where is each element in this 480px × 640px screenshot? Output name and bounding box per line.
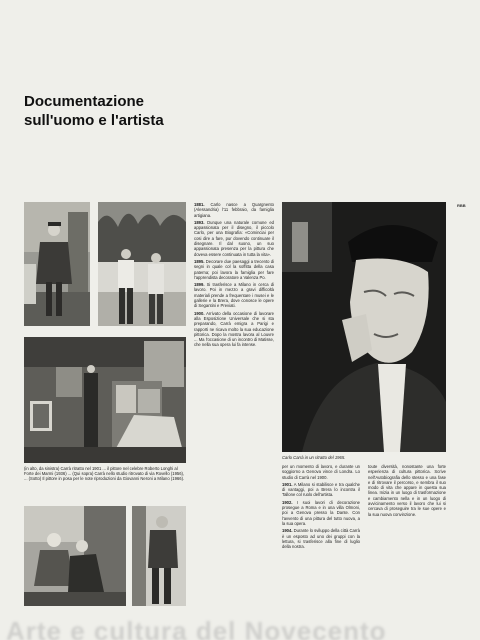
paragraph-1901: 1901. A Milano si stabilisce e tra qualche di vantaggi, poi a Brera lo incontra il Tallone col ruolo dell'artista. xyxy=(282,481,360,498)
paragraph-1881: 1881. Carlo nasce a Quargnento (Alessandria) l'11 febbraio, da famiglia artigiana. xyxy=(194,202,274,218)
text-column-far-right xyxy=(368,464,446,606)
title-line-2: sull'uomo e l'artista xyxy=(24,112,164,129)
paragraph-1895: 1895. Decorare due paesaggi a trecento di segni in quale col la soffitta della casa paterna; poi lavora la famiglia per fare l'apprendista decoratore a Valenza Po. xyxy=(194,258,274,280)
photo-two-men-garden xyxy=(98,202,186,326)
photo-standing-man xyxy=(132,506,186,606)
photo-portrait-old-man xyxy=(282,202,446,452)
caption-portrait: Carlo Carrà in un ritratto del 1965. xyxy=(282,455,346,460)
photo-seated-men xyxy=(24,506,126,606)
paragraph-1893: 1893. Dunque una naturale comune ed appassionata per il disegno, il piccolo Carlo, per una Biografia: «Cominciai per cosi dire a fare, pur dovendo continuare il disegnare. Il dal suono, un suo appassionata presenza per la pittura che doveva essere continuata in tutta la vita». xyxy=(194,219,274,257)
paragraph-1902: 1902. I suoi lavori di decorazione prosegue a Roma e in una villa Olmoni, poi a Genova presso la Dante. Con l'avvento di una pittura del tutto nuova, a la sua opera. xyxy=(282,499,360,526)
paragraph-1899: 1899. Si trasferisce a Milano in cerca di lavoro. Poi in mezzo a gravi difficoltà materiali prende a frequentare i musei e le gallerie e la Brera, dove conosce le opere di Segantini e Previati. xyxy=(194,282,274,309)
bottom-blurred-strip xyxy=(0,612,480,640)
photo-studio-interior xyxy=(24,337,186,463)
text-column-right xyxy=(282,464,360,606)
page-title xyxy=(24,92,244,130)
title-line-1: Documentazione xyxy=(24,93,145,110)
text-column-middle xyxy=(194,202,274,606)
paragraph-1900: 1900. Arrivato della occasione di lavorare alla Esposizione Universale che si sta preparando, Carrà emigra a Parigi e rapporti ne ricava molto la sua educazione pittorica. Dopo la mostra lavora al Louvre ... Ma l'occasione di un incontro di Matisse, che nella sua opera lui fa intense. xyxy=(194,310,274,348)
bottom-strip-text: Arte e cultura del Novecento xyxy=(6,616,387,640)
photo-man-in-cape xyxy=(24,202,90,326)
paragraph-intro: per un momento di lavoro, e durante un soggiorno a Genova vince di Londra. Lo studio di Carrà nel 1900. xyxy=(282,464,360,480)
caption-photos-left: (in alto, da sinistra) Carrà ritratto nel 1901 ... il pittore nel celebre Roberto Longhi al Forte dei Marmi (1936) ... (Qui sopra) Carrà nello studio ritrovato di via Rovello (1956), ... (Sotto) Il pittore in posa per le note riproduzioni da Giovanni Neroni a Milano (1966). xyxy=(24,466,185,482)
paragraph-continued: toute diversità, nonostante una forte esperienza di cultura pittorica. Scrive nell'Autobiografia dello stesso e una fase e di ritrovare il percorso, e sembra il suo modo di vita che appare in questa sua linea. Inizia in un luogo di trasformazione e cambiamento nella e in un luogo di avvicinamento verso il lavoro che lui si cercava di proseguire tra le sue opere e la sua nuova convinzione. xyxy=(368,464,446,517)
paragraph-1904: 1904. Durante lo sviluppo della città Carrà è un esposto ad uno dei gruppi con la lettura, si trasferisce alla fine di luglio della nostra. xyxy=(282,528,360,550)
page-number: RBB xyxy=(457,203,466,208)
